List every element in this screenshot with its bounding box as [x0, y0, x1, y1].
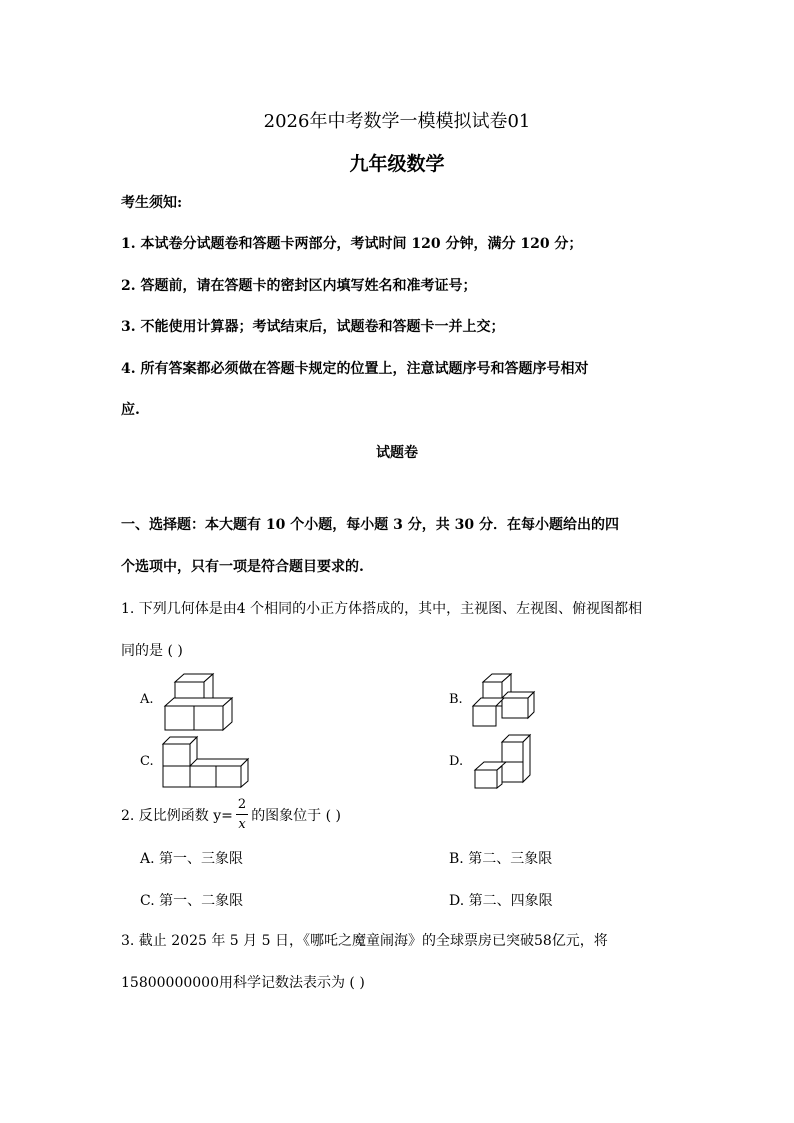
part1-instructions: 个选项中，只有一项是符合题目要求的.	[121, 559, 364, 575]
notice-heading: 考生须知:	[121, 195, 183, 211]
q1-option-c-label: C.	[140, 754, 154, 769]
q1-option-a-figure	[160, 670, 240, 730]
q2-numerator: 2	[236, 798, 248, 815]
notice-item: 3. 不能使用计算器；考试结束后，试题卷和答题卡一并上交；	[121, 319, 505, 335]
q3-stem: 3. 截止 2025 年 5 月 5 日，《哪吒之魔童闹海》的全球票房已突破58亿元，将	[121, 933, 608, 949]
notice-item: 应.	[121, 402, 140, 418]
q1-stem: 同的是 ( )	[121, 643, 183, 659]
q2-stem	[121, 798, 341, 831]
page-subtitle: 九年级数学	[349, 153, 445, 175]
notice-item: 2. 答题前，请在答题卡的密封区内填写姓名和准考证号；	[121, 278, 477, 294]
q2-option-d: D. 第二、四象限	[449, 893, 553, 909]
part1-instructions: 一、选择题：本大题有 10 个小题，每小题 3 分，共 30 分．在每小题给出的四	[121, 517, 619, 533]
q2-option-b: B. 第二、三象限	[449, 851, 553, 867]
q1-option-b-figure	[468, 670, 543, 730]
q3-stem: 15800000000用科学记数法表示为 ( )	[121, 975, 365, 991]
q1-option-c-figure	[158, 732, 253, 792]
section-title: 试题卷	[376, 445, 418, 461]
q2-fraction	[236, 798, 248, 831]
page-title: 2026年中考数学一模模拟试卷01	[263, 111, 531, 132]
q2-denominator: x	[238, 817, 246, 832]
q2-suffix: 的图象位于 ( )	[251, 807, 342, 824]
notice-item: 1. 本试卷分试题卷和答题卡两部分，考试时间 120 分钟，满分 120 分；	[121, 236, 583, 252]
q1-option-d-label: D.	[449, 754, 464, 769]
q2-prefix: 2. 反比例函数 y=	[121, 807, 233, 824]
q1-option-b-label: B.	[449, 692, 463, 707]
q2-option-a: A. 第一、三象限	[140, 851, 244, 867]
q2-option-c: C. 第一、二象限	[140, 893, 244, 909]
q1-option-a-label: A.	[140, 692, 154, 707]
q1-option-d-figure	[470, 732, 535, 792]
q1-stem: 1. 下列几何体是由4 个相同的小正方体搭成的，其中，主视图、左视图、俯视图都相	[121, 601, 643, 617]
notice-item: 4. 所有答案都必须做在答题卡规定的位置上，注意试题序号和答题序号相对	[121, 361, 589, 377]
